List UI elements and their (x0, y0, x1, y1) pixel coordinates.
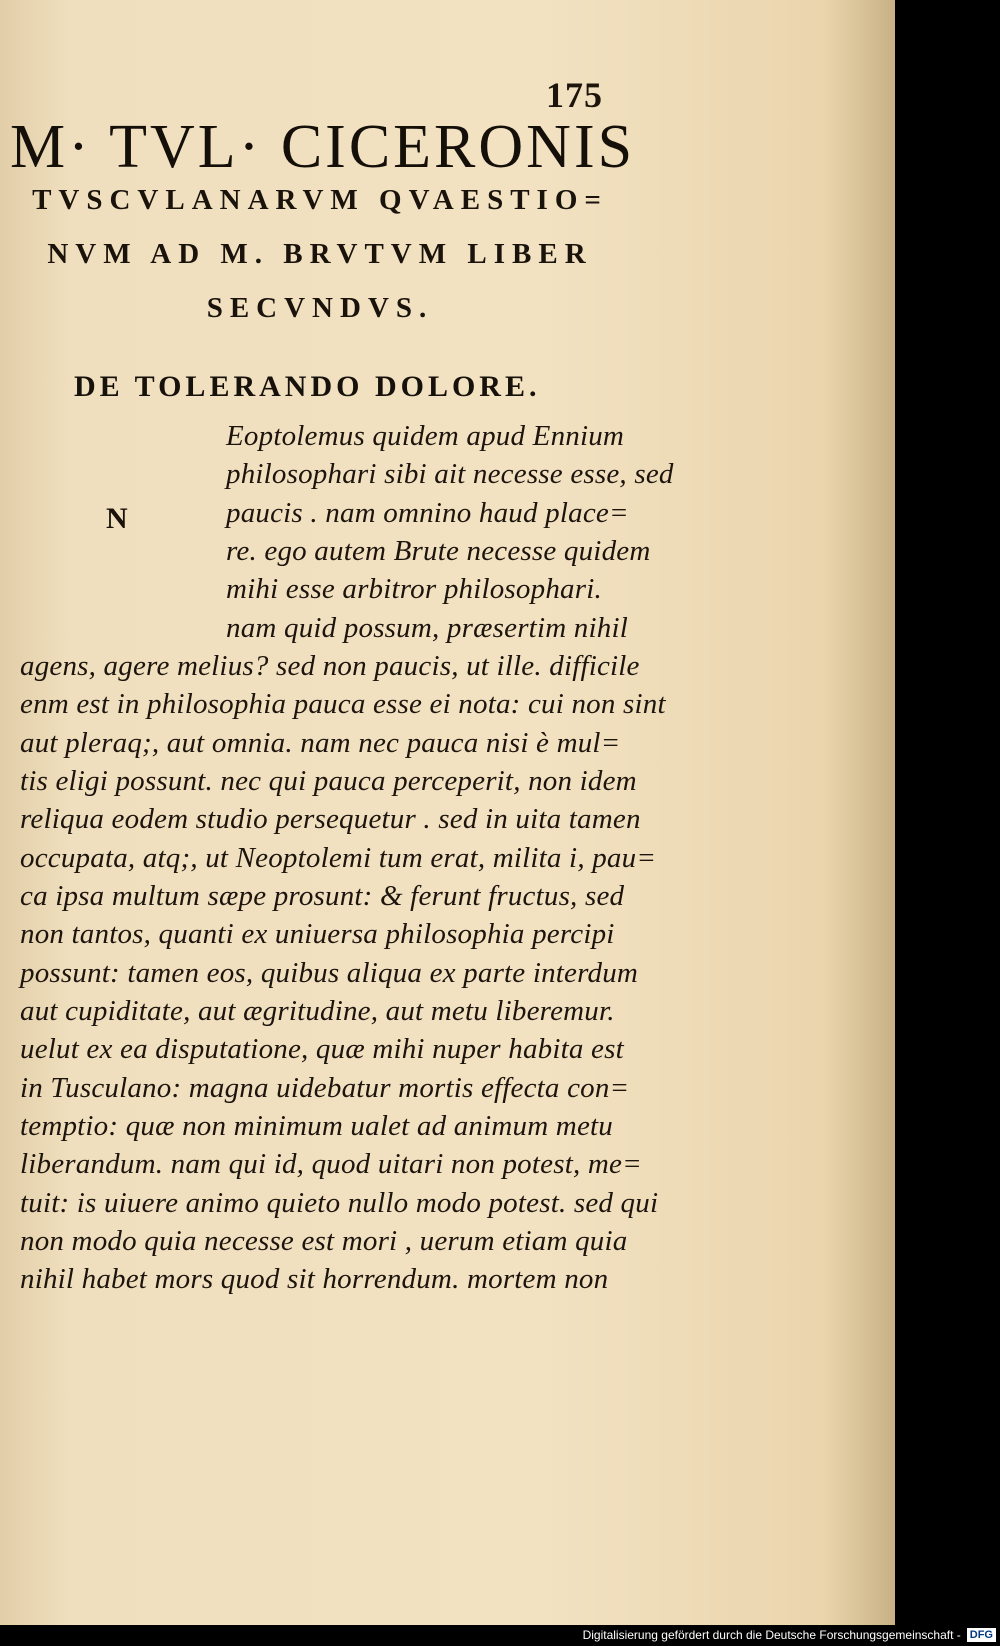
funding-footer (583, 1626, 996, 1644)
text-line: nam quid possum, præsertim nihil (226, 612, 628, 644)
text-line: tuit: is uiuere animo quieto nullo modo potest. sed qui (20, 1187, 659, 1219)
text-line: occupata, atq;, ut Neoptolemi tum erat, milita i, pau= (20, 842, 657, 874)
text-line: tis eligi possunt. nec qui pauca perceperit, non idem (20, 765, 637, 797)
text-line: agens, agere melius? sed non paucis, ut ille. difficile (20, 650, 640, 682)
title-line-2: TVSCVLANARVM QVAESTIO= (32, 184, 608, 216)
initial-letter: N (106, 502, 128, 535)
text-line: ca ipsa multum sæpe prosunt: & ferunt fructus, sed (20, 880, 625, 912)
text-line: aut pleraq;, aut omnia. nam nec pauca nisi è mul= (20, 727, 621, 759)
text-line: reliqua eodem studio persequetur . sed in uita tamen (20, 803, 641, 835)
title-line-3: NVM AD M. BRVTVM LIBER (47, 238, 593, 270)
page-number: 175 (546, 75, 603, 115)
text-line: Eoptolemus quidem apud Ennium (226, 420, 625, 452)
text-line: non tantos, quanti ex uniuersa philosophia percipi (20, 918, 615, 950)
text-line: enm est in philosophia pauca esse ei nota: cui non sint (20, 688, 666, 720)
text-line: paucis . nam omnino haud place= (226, 497, 629, 529)
text-line: possunt: tamen eos, quibus aliqua ex parte interdum (20, 957, 639, 989)
chapter-heading: DE TOLERANDO DOLORE. (74, 370, 541, 403)
text-line: uelut ex ea disputatione, quæ mihi nuper habita est (20, 1033, 624, 1065)
title-line-4: SECVNDVS. (206, 292, 434, 324)
title-line-1: M· TVL· CICERONIS (10, 113, 636, 181)
text-line: liberandum. nam qui id, quod uitari non potest, me= (20, 1148, 642, 1180)
text-line: nihil habet mors quod sit horrendum. mortem non (20, 1263, 609, 1295)
text-line: philosophari sibi ait necesse esse, sed (226, 458, 674, 490)
text-line: mihi esse arbitror philosophari. (226, 573, 602, 605)
text-line: aut cupiditate, aut ægritudine, aut metu liberemur. (20, 995, 615, 1027)
text-line: in Tusculano: magna uidebatur mortis effecta con= (20, 1072, 630, 1104)
text-line: non modo quia necesse est mori , uerum etiam quia (20, 1225, 628, 1257)
text-line: re. ego autem Brute necesse quidem (226, 535, 651, 567)
text-line: temptio: quæ non minimum ualet ad animum metu (20, 1110, 613, 1142)
dfg-logo: DFG (967, 1628, 996, 1642)
footer-text: Digitalisierung gefördert durch die Deutsche Forschungsgemeinschaft - (582, 1628, 961, 1642)
